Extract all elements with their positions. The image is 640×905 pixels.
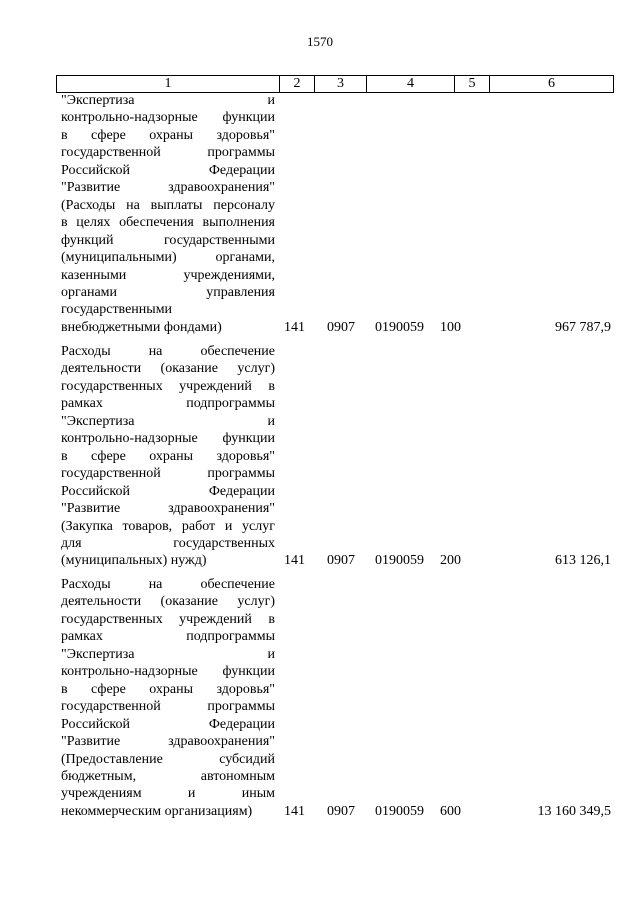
desc-line: деятельности (оказание услуг)	[61, 361, 275, 377]
code-expense-type: 200	[440, 553, 461, 569]
page-number: 1570	[307, 34, 333, 49]
row-description	[61, 92, 275, 336]
desc-line: Расходы на обеспечение	[61, 344, 275, 359]
amount: 967 787,9	[555, 319, 611, 335]
table-header	[56, 75, 614, 93]
code-ministry: 141	[284, 319, 305, 335]
desc-line: (Предоставление субсидий	[61, 751, 275, 767]
desc-line: некоммерческим организациям)	[61, 803, 253, 819]
desc-line: бюджетным, автономным	[61, 768, 275, 784]
desc-line: (муниципальных) нужд)	[61, 553, 207, 569]
desc-line: "Экспертиза и	[61, 413, 275, 429]
code-target: 0190059	[375, 319, 424, 335]
desc-line: рамках подпрограммы	[61, 629, 275, 645]
code-target: 0190059	[375, 553, 424, 569]
desc-line: государственной программы	[61, 145, 275, 161]
desc-line: Российской Федерации	[61, 162, 275, 178]
desc-line: "Развитие здравоохранения"	[61, 180, 275, 196]
amount: 613 126,1	[555, 553, 611, 569]
desc-line: для государственных	[61, 535, 275, 551]
desc-line: Расходы на обеспечение	[61, 577, 275, 592]
desc-line: Российской Федерации	[61, 716, 275, 732]
desc-line: государственной программы	[61, 466, 275, 482]
desc-line: рамках подпрограммы	[61, 396, 275, 412]
desc-line: учреждениям и иным	[61, 786, 275, 802]
desc-line: "Развитие здравоохранения"	[61, 734, 275, 750]
desc-line: в сфере охраны здоровья"	[61, 681, 275, 697]
row-description	[61, 576, 275, 820]
amount: 13 160 349,5	[537, 803, 611, 819]
desc-line: (муниципальными) органами,	[61, 250, 275, 266]
code-section: 0907	[327, 803, 355, 819]
code-expense-type: 600	[440, 803, 461, 819]
row-description	[61, 343, 275, 570]
code-section: 0907	[327, 319, 355, 335]
desc-line: казенными учреждениями,	[61, 267, 275, 283]
header-col-5: 5	[454, 76, 489, 92]
desc-line: контрольно-надзорные функции	[61, 110, 275, 126]
desc-line: "Развитие здравоохранения"	[61, 501, 275, 517]
desc-line: органами управления	[61, 284, 275, 300]
header-col-2: 2	[279, 76, 314, 92]
code-ministry: 141	[284, 553, 305, 569]
desc-line: (Расходы на выплаты персоналу	[61, 197, 275, 213]
desc-line: государственными	[61, 302, 173, 318]
code-target: 0190059	[375, 803, 424, 819]
desc-line: государственной программы	[61, 699, 275, 715]
desc-line: контрольно-надзорные функции	[61, 664, 275, 680]
header-col-1: 1	[164, 76, 172, 91]
header-col-4: 4	[366, 76, 454, 92]
code-ministry: 141	[284, 803, 305, 819]
desc-line: "Экспертиза и	[61, 93, 275, 108]
code-expense-type: 100	[440, 319, 461, 335]
desc-line: в сфере охраны здоровья"	[61, 127, 275, 143]
desc-line: контрольно-надзорные функции	[61, 431, 275, 447]
desc-line: (Закупка товаров, работ и услуг	[61, 518, 275, 534]
desc-line: государственных учреждений в	[61, 378, 275, 394]
desc-line: государственных учреждений в	[61, 611, 275, 627]
desc-line: Российской Федерации	[61, 483, 275, 499]
header-col-6: 6	[489, 76, 613, 92]
desc-line: в сфере охраны здоровья"	[61, 448, 275, 464]
desc-line: "Экспертиза и	[61, 646, 275, 662]
desc-line: функций государственными	[61, 232, 275, 248]
header-col-3: 3	[314, 76, 366, 92]
desc-line: деятельности (оказание услуг)	[61, 594, 275, 610]
code-section: 0907	[327, 553, 355, 569]
desc-line: в целях обеспечения выполнения	[61, 215, 275, 231]
desc-line: внебюджетными фондами)	[61, 319, 222, 335]
